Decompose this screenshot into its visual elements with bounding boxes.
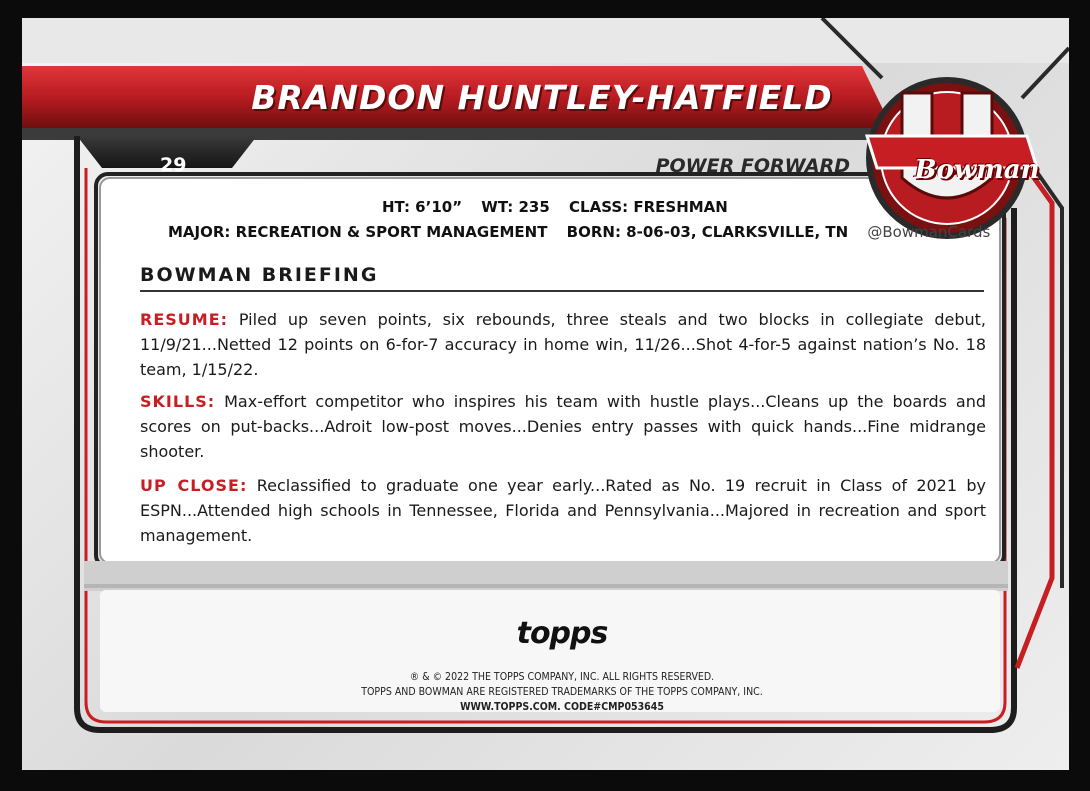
card-number: 29 bbox=[160, 154, 187, 176]
weight: WT: 235 bbox=[481, 198, 550, 216]
player-position: POWER FORWARD bbox=[655, 155, 850, 177]
bowman-logo-text: Bowman bbox=[914, 155, 1040, 185]
social-handle: @BowmanCards bbox=[867, 223, 991, 241]
skills-label: SKILLS: bbox=[140, 392, 216, 411]
upclose-label: UP CLOSE: bbox=[140, 476, 248, 495]
resume-paragraph bbox=[140, 307, 986, 382]
trading-card-back bbox=[22, 18, 1069, 770]
resume-label: RESUME: bbox=[140, 310, 229, 329]
legal-line-3: WWW.TOPPS.COM. CODE#CMP053645 bbox=[460, 701, 664, 713]
upclose-paragraph bbox=[140, 473, 986, 548]
skills-text: Max-effort competitor who inspires his team with hustle plays...Cleans up the boards and scores on put-backs...Adroit low-post moves...Denies entry passes with quick hands...Fine midrange shooter. bbox=[140, 392, 987, 461]
upclose-text: Reclassified to graduate one year early...Rated as No. 19 recruit in Class of 2021 by ESPN...Attended high schools in Tennessee, Florida and Pennsylvania...Majored in recreation and sport management. bbox=[140, 476, 987, 545]
birth-info: BORN: 8-06-03, CLARKSVILLE, TN bbox=[566, 223, 849, 241]
briefing-title: BOWMAN BRIEFING bbox=[140, 264, 379, 286]
skills-paragraph bbox=[140, 389, 986, 464]
resume-text: Piled up seven points, six rebounds, three steals and two blocks in collegiate debut, 11/9/21...Netted 12 points on 6-for-7 accuracy in home win, 11/26...Shot 4-for-5 against nation’s No. 18 team, 1/15/22. bbox=[140, 310, 986, 379]
major: MAJOR: RECREATION & SPORT MANAGEMENT bbox=[168, 223, 548, 241]
player-name: BRANDON HUNTLEY-HATFIELD bbox=[251, 78, 833, 117]
class-year: CLASS: FRESHMAN bbox=[569, 198, 728, 216]
briefing-divider bbox=[140, 290, 984, 292]
legal-line-1: ® & © 2022 THE TOPPS COMPANY, INC. ALL RIGHTS RESERVED. bbox=[409, 671, 715, 683]
legal-line-2: TOPPS AND BOWMAN ARE REGISTERED TRADEMARKS OF THE TOPPS COMPANY, INC. bbox=[361, 686, 763, 698]
topps-logo: topps bbox=[516, 616, 608, 651]
height: HT: 6’10” bbox=[382, 198, 463, 216]
